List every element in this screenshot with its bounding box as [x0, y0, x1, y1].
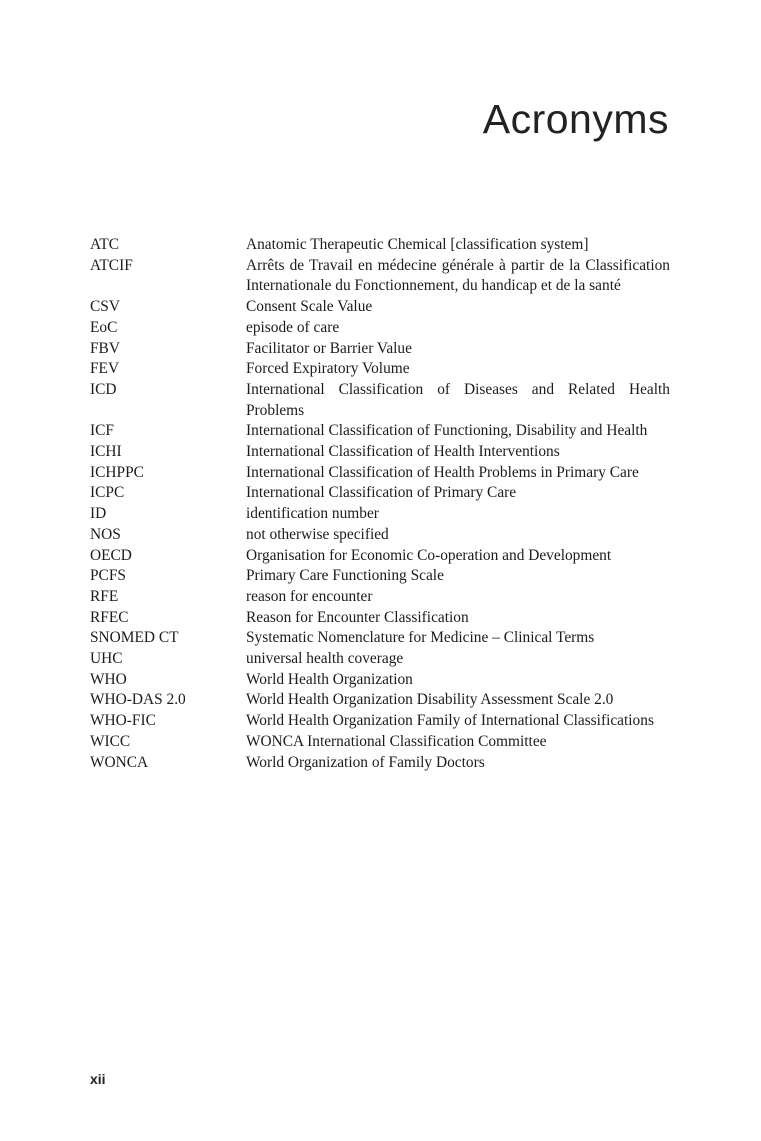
acronym-abbreviation: WICC: [90, 732, 131, 750]
acronym-row: [90, 628, 670, 649]
acronym-row: [90, 587, 670, 608]
acronym-definition: World Health Organization: [246, 670, 413, 688]
acronym-definition: International Classification of Health Problems in Primary Care: [246, 463, 639, 481]
acronym-abbreviation: RFE: [90, 587, 119, 605]
acronym-definition: World Health Organization Disability Assessment Scale 2.0: [246, 691, 614, 709]
acronym-row: [90, 525, 670, 546]
acronym-abbreviation: ICPC: [90, 484, 125, 502]
acronym-definition: Forced Expiratory Volume: [246, 360, 410, 378]
acronym-definition: not otherwise specified: [246, 525, 389, 543]
acronym-row: [90, 566, 670, 587]
acronym-definition: Systematic Nomenclature for Medicine – Clinical Terms: [246, 629, 595, 647]
acronym-row: [90, 711, 670, 732]
acronym-abbreviation: ICHI: [90, 443, 122, 461]
acronym-abbreviation: WHO-DAS 2.0: [90, 691, 186, 709]
acronym-row: [90, 463, 670, 484]
acronym-definition: Consent Scale Value: [246, 298, 373, 316]
acronym-definition: Organisation for Economic Co-operation and Development: [246, 546, 612, 564]
acronym-row: [90, 649, 670, 670]
acronym-abbreviation: UHC: [90, 650, 123, 668]
acronym-abbreviation: WONCA: [90, 753, 149, 771]
acronym-abbreviation: ICD: [90, 380, 117, 398]
acronym-row: [90, 380, 670, 421]
acronym-row: [90, 235, 670, 256]
acronym-list: [90, 235, 670, 773]
acronym-row: [90, 421, 670, 442]
acronym-abbreviation: PCFS: [90, 567, 126, 585]
acronym-definition: episode of care: [246, 318, 340, 336]
acronym-definition: World Health Organization Family of International Classifications: [246, 712, 654, 730]
acronym-row: [90, 608, 670, 629]
acronym-abbreviation: ICHPPC: [90, 463, 144, 481]
acronym-definition: Facilitator or Barrier Value: [246, 339, 412, 357]
acronym-row: [90, 359, 670, 380]
acronym-abbreviation: ATC: [90, 236, 120, 253]
acronym-row: [90, 483, 670, 504]
acronym-row: [90, 297, 670, 318]
acronym-definition: Reason for Encounter Classification: [246, 608, 469, 626]
page-number: xii: [90, 1071, 106, 1087]
acronym-row: [90, 442, 670, 463]
acronym-definition: WONCA International Classification Committee: [246, 732, 547, 750]
acronym-definition: universal health coverage: [246, 650, 404, 668]
acronym-definition: reason for encounter: [246, 587, 373, 605]
acronym-definition: International Classification of Diseases and Related Health Problems: [246, 380, 670, 419]
acronym-abbreviation: ATCIF: [90, 256, 133, 274]
acronym-definition: International Classification of Functioning, Disability and Health: [246, 422, 648, 440]
acronym-abbreviation: FEV: [90, 360, 120, 378]
acronym-row: [90, 546, 670, 567]
acronym-abbreviation: OECD: [90, 546, 132, 564]
page-title: Acronyms: [482, 96, 669, 142]
acronym-definition: Arrêts de Travail en médecine générale à partir de la Classification Internationale du Fonctionnement, du handicap et de la santé: [246, 256, 670, 295]
acronym-abbreviation: WHO: [90, 670, 127, 688]
acronym-definition: World Organization of Family Doctors: [246, 753, 485, 771]
acronym-abbreviation: WHO-FIC: [90, 712, 156, 730]
acronym-row: [90, 690, 670, 711]
acronym-row: [90, 318, 670, 339]
acronym-abbreviation: SNOMED CT: [90, 629, 179, 647]
acronym-row: [90, 256, 670, 297]
acronym-row: [90, 732, 670, 753]
acronym-abbreviation: ID: [90, 505, 107, 523]
acronym-definition: identification number: [246, 505, 379, 523]
acronym-definition: Primary Care Functioning Scale: [246, 567, 444, 585]
acronym-definition: International Classification of Primary Care: [246, 484, 517, 502]
acronym-abbreviation: FBV: [90, 339, 120, 357]
acronym-row: [90, 670, 670, 691]
acronym-row: [90, 753, 670, 774]
acronym-abbreviation: ICF: [90, 422, 114, 440]
acronym-definition: Anatomic Therapeutic Chemical [classification system]: [246, 236, 589, 253]
acronym-row: [90, 339, 670, 360]
acronym-definition: International Classification of Health Interventions: [246, 443, 560, 461]
acronym-abbreviation: CSV: [90, 298, 120, 316]
acronym-row: [90, 504, 670, 525]
acronym-abbreviation: NOS: [90, 525, 121, 543]
acronym-abbreviation: EoC: [90, 318, 118, 336]
acronym-abbreviation: RFEC: [90, 608, 129, 626]
